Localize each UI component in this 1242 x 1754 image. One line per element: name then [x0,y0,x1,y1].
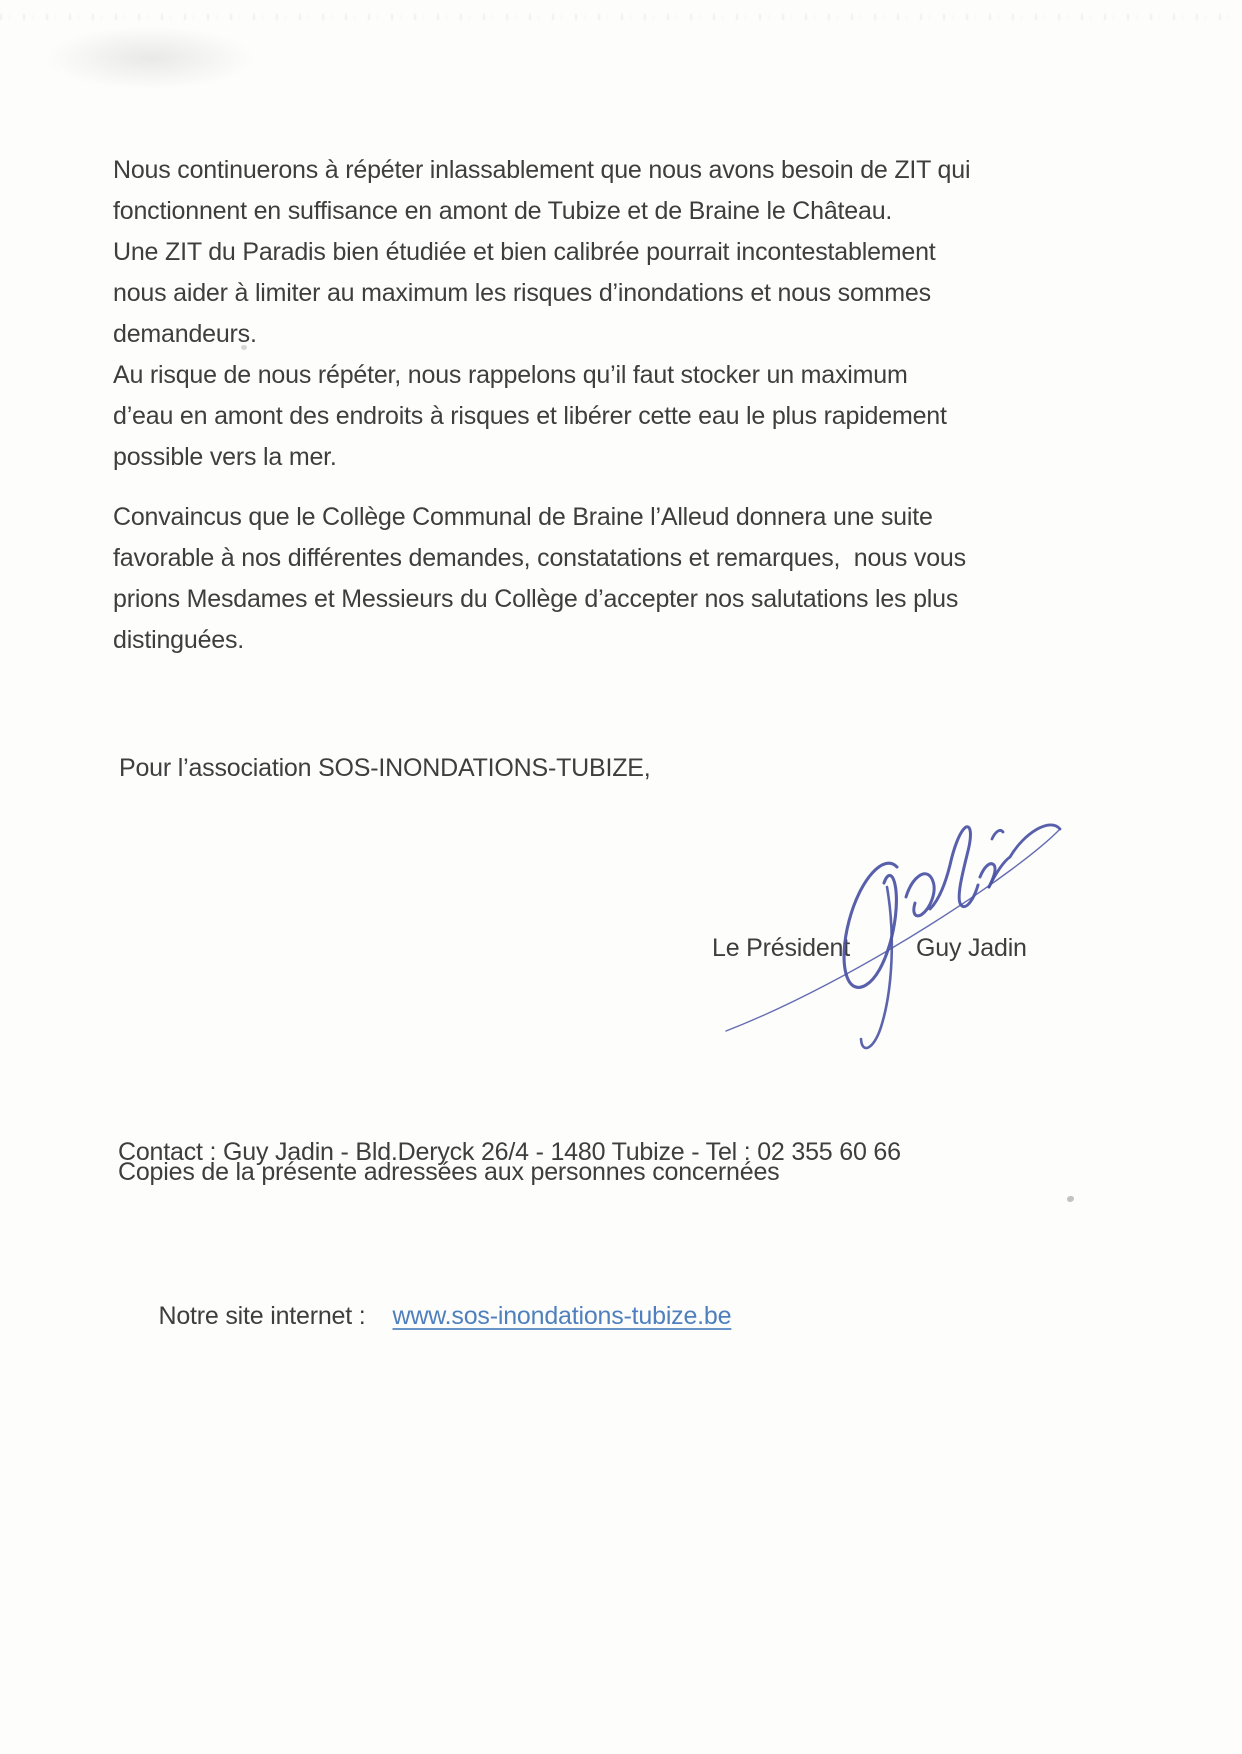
association-line: Pour l’association SOS-INONDATIONS-TUBIZE, [119,754,651,782]
letter-line: distinguées. [113,626,245,654]
letter-line: Nous continuerons à répéter inlassablement que nous avons besoin de ZIT qui [113,156,971,184]
contact-block [118,1050,1118,1460]
scan-noise-band [0,14,1242,20]
signature-stroke [930,827,978,909]
website-link[interactable]: www.sos-inondations-tubize.be [392,1302,732,1330]
letter-line: Une ZIT du Paradis bien étudiée et bien calibrée pourrait incontestablement [113,238,936,266]
letter-line: fonctionnent en suffisance en amont de Tubize et de Braine le Château. [113,197,893,225]
letter-line: possible vers la mer. [113,443,337,471]
copies-line: Copies de la présente adressées aux personnes concernées [118,1158,780,1186]
signature-handwriting-icon [700,775,1080,1055]
letter-line: d’eau en amont des endroits à risques et libérer cette eau le plus rapidement [113,402,947,430]
letter-line: Au risque de nous répéter, nous rappelons qu’il faut stocker un maximum [113,361,908,389]
letter-line: nous aider à limiter au maximum les risques d’inondations et nous sommes [113,279,931,307]
signature-stroke [980,864,995,887]
paragraph-main [113,150,1073,478]
scan-smudge [45,26,255,90]
letter-line: prions Mesdames et Messieurs du Collège d’accepter nos salutations les plus [113,585,959,613]
letter-line: favorable à nos différentes demandes, constatations et remarques, nous vous [113,544,966,572]
signature-stroke [906,874,934,916]
letter-line: Convaincus que le Collège Communal de Braine l’Alleud donnera une suite [113,503,933,531]
website-line [118,1255,1118,1378]
contact-line: Contact : Guy Jadin - Bld.Deryck 26/4 - 1480 Tubize - Tel : 02 355 60 66 [118,1138,901,1166]
signature-stroke [861,887,892,1048]
signature-stroke [992,830,1003,839]
president-name: Guy Jadin [916,934,1027,962]
website-label: Notre site internet : [158,1302,366,1330]
paragraph-closing [113,497,1073,661]
signature-stroke [989,825,1060,887]
letter-line: demandeurs. [113,320,257,348]
president-label: Le Président [712,934,850,962]
signature-stroke [844,863,897,987]
